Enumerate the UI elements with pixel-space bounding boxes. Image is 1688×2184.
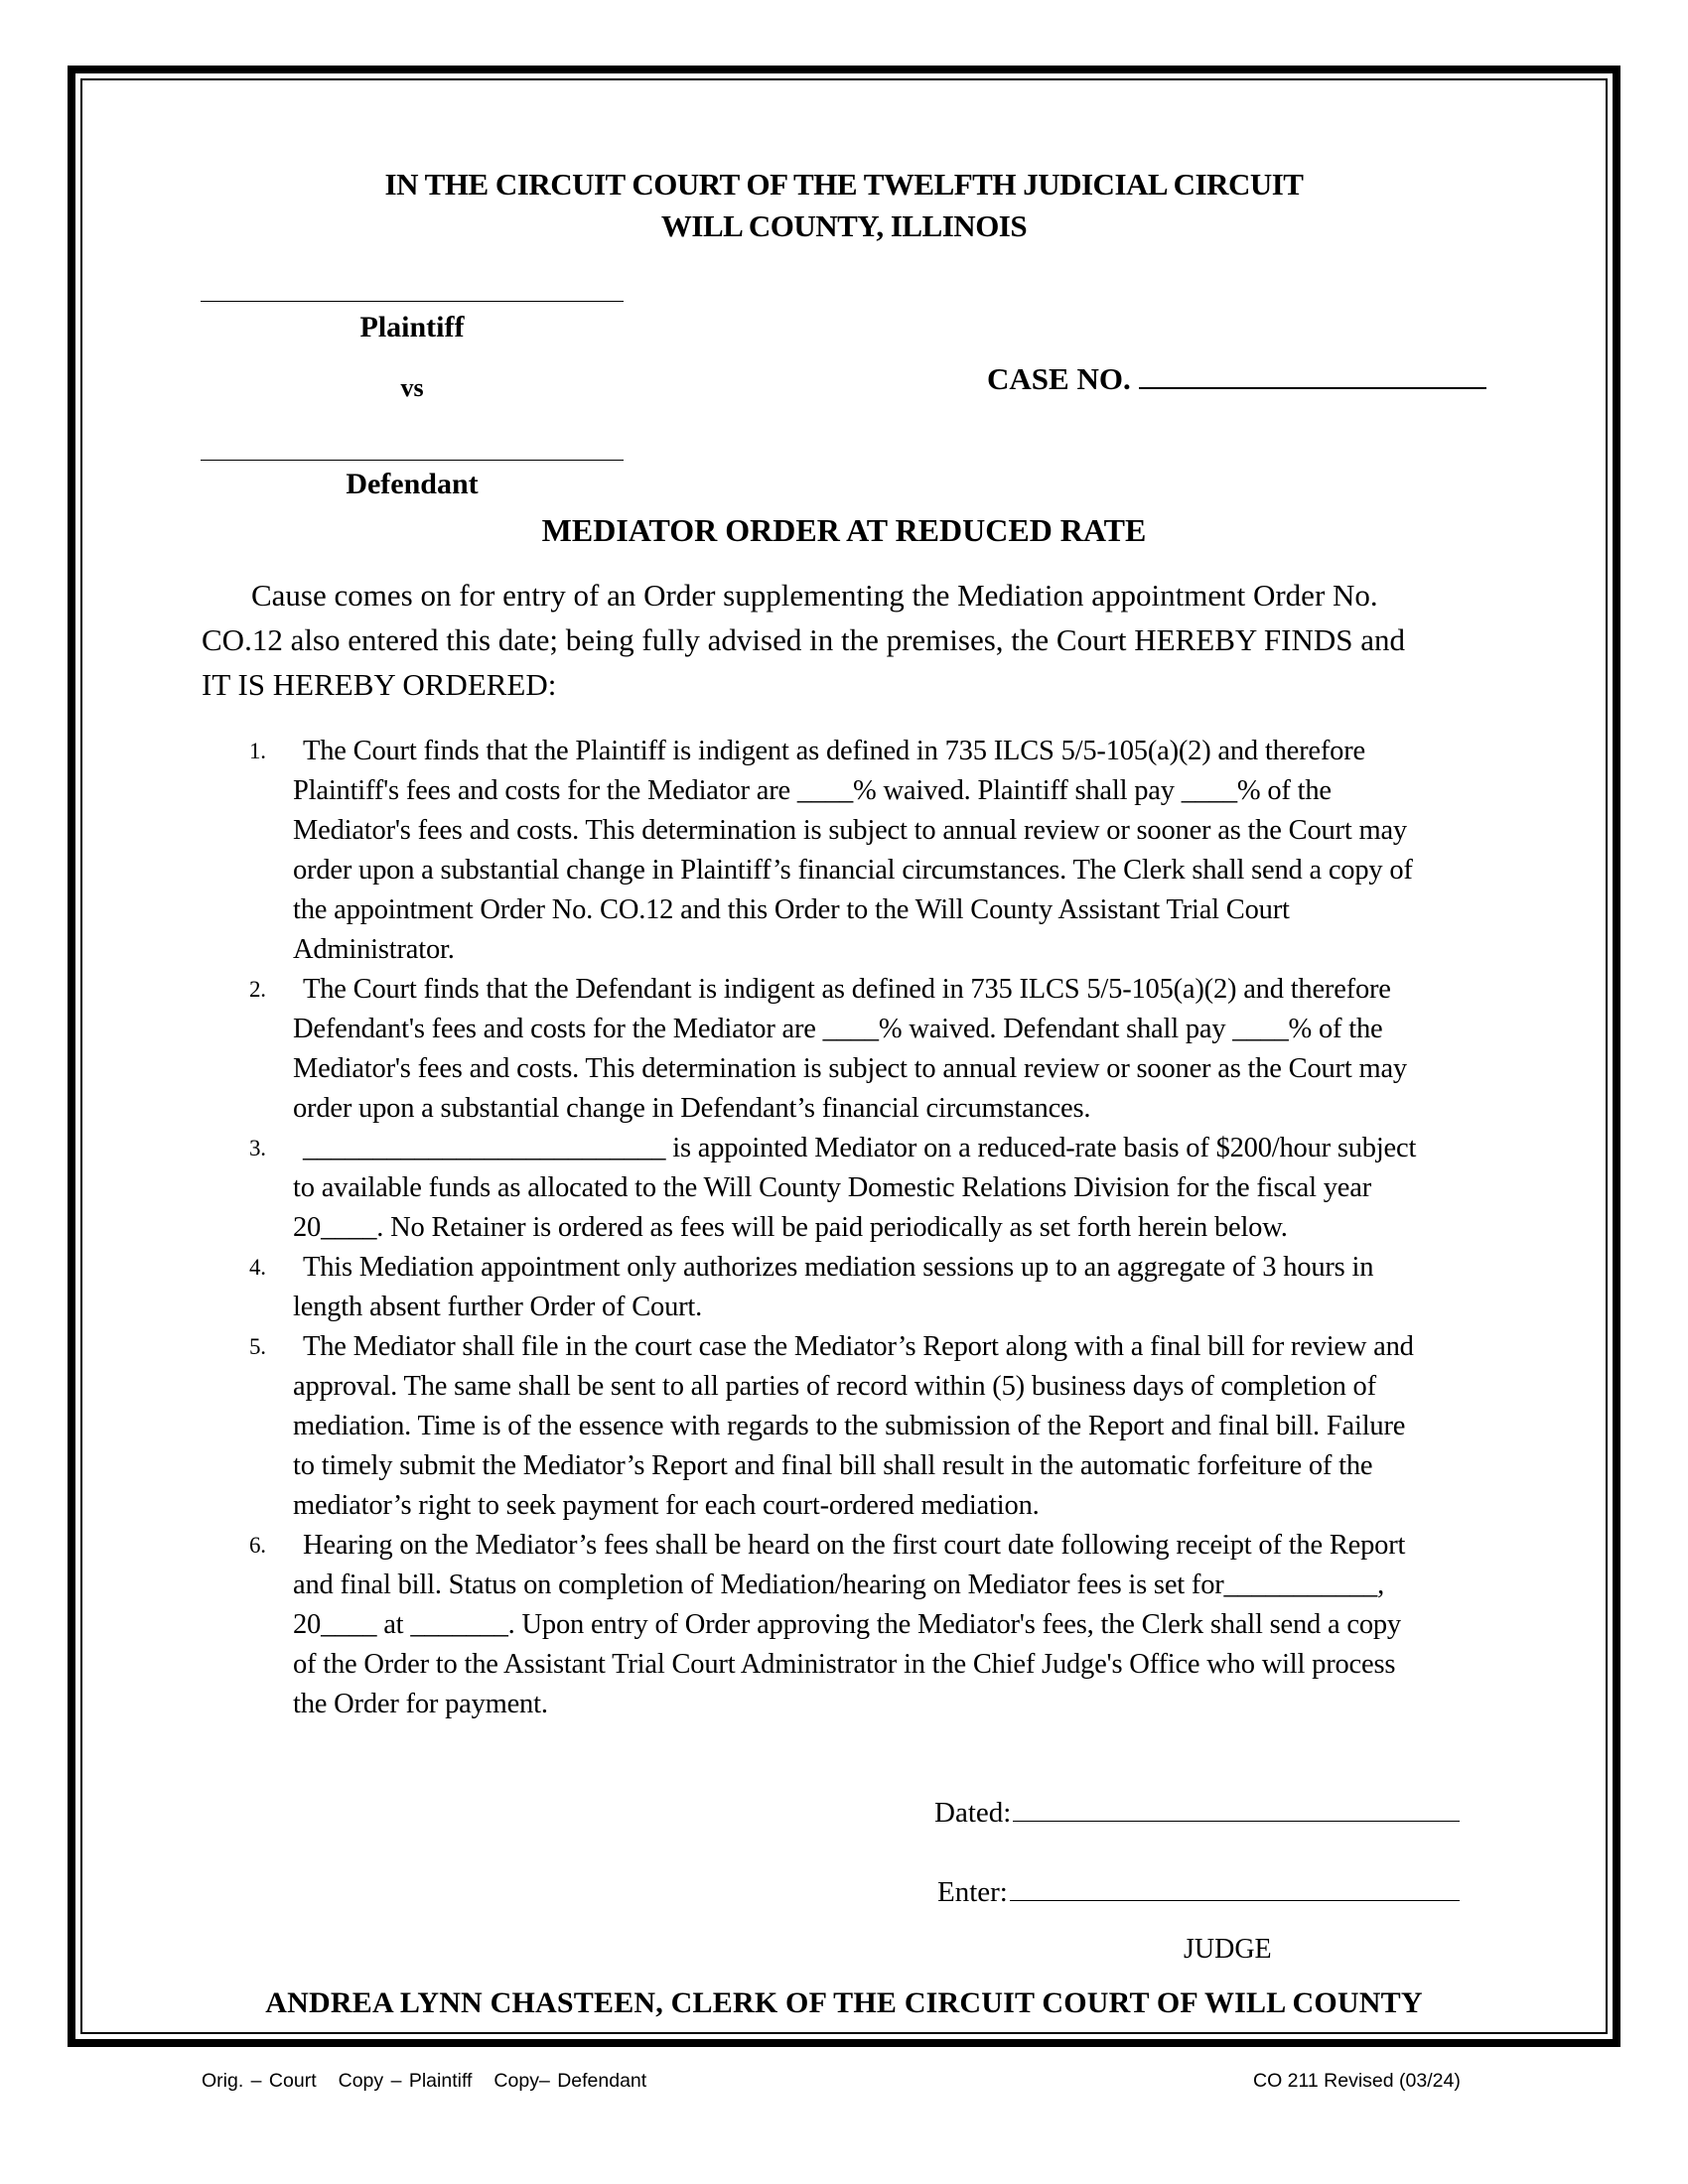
- judge-label: JUDGE: [1184, 1934, 1272, 1965]
- footer-copy-defendant: Copy– Defendant: [493, 2070, 647, 2092]
- intro-line: IT IS HEREBY ORDERED:: [202, 667, 557, 702]
- dated-label: Dated:: [934, 1797, 1012, 1829]
- item-line: The Mediator shall file in the court case the Mediator’s Report along with a final bill for review and: [303, 1331, 1414, 1362]
- item-line: This Mediation appointment only authorizes mediation sessions up to an aggregate of 3 hours in: [303, 1252, 1374, 1283]
- plaintiff-label: Plaintiff: [359, 311, 465, 343]
- item-line: Mediator's fees and costs. This determination is subject to annual review or sooner as the Court may: [293, 815, 1407, 846]
- vs-label: vs: [400, 373, 424, 402]
- footer-copy-plaintiff: Copy – Plaintiff: [338, 2070, 473, 2092]
- form-id: CO 211 Revised (03/24): [1253, 2070, 1461, 2092]
- item-number: 2.: [249, 977, 266, 1002]
- dated-line[interactable]: [1013, 1797, 1460, 1822]
- plaintiff-name-line[interactable]: [201, 301, 624, 302]
- item-line: The Court finds that the Defendant is indigent as defined in 735 ILCS 5/5-105(a)(2) and therefore: [303, 974, 1391, 1005]
- item-number: 1.: [249, 739, 266, 763]
- item-number: 6.: [249, 1533, 266, 1558]
- item-line: order upon a substantial change in Plaintiff’s financial circumstances. The Clerk shall send a copy of: [293, 855, 1413, 886]
- item-line: the appointment Order No. CO.12 and this Order to the Will County Assistant Trial Court: [293, 894, 1290, 925]
- item-line: the Order for payment.: [293, 1689, 548, 1719]
- case-no-blank[interactable]: [1139, 359, 1486, 389]
- order-item: [251, 970, 1527, 1129]
- item-line: Hearing on the Mediator’s fees shall be heard on the first court date following receipt of the Report: [303, 1530, 1406, 1561]
- dated-row: [934, 1797, 1460, 1830]
- enter-row: [937, 1876, 1460, 1909]
- item-line: to timely submit the Mediator’s Report and final bill shall result in the automatic forfeiture of the: [293, 1450, 1373, 1481]
- item-line: Plaintiff's fees and costs for the Mediator are ____% waived. Plaintiff shall pay ____% of the: [293, 775, 1332, 806]
- clerk-line: ANDREA LYNN CHASTEEN, CLERK OF THE CIRCUIT COURT OF WILL COUNTY: [265, 1986, 1423, 2019]
- item-line: __________________________ is appointed Mediator on a reduced-rate basis of $200/hour subject: [303, 1133, 1417, 1163]
- item-line: The Court finds that the Plaintiff is indigent as defined in 735 ILCS 5/5-105(a)(2) and therefore: [303, 736, 1365, 766]
- order-item: [251, 732, 1527, 970]
- intro-line: CO.12 also entered this date; being fully advised in the premises, the Court HEREBY FINDS and: [202, 622, 1405, 657]
- order-item: [251, 1526, 1527, 1724]
- defendant-label: Defendant: [346, 468, 479, 500]
- court-header: [0, 164, 1688, 247]
- item-line: mediation. Time is of the essence with regards to the submission of the Report and final bill. Failure: [293, 1411, 1406, 1441]
- footer-orig: Orig. – Court: [202, 2070, 317, 2092]
- item-number: 4.: [249, 1255, 266, 1280]
- item-line: length absent further Order of Court.: [293, 1292, 703, 1322]
- case-no-label: CASE NO.: [987, 361, 1131, 396]
- order-item: [251, 1248, 1527, 1327]
- item-line: Mediator's fees and costs. This determination is subject to annual review or sooner as the Court may: [293, 1053, 1407, 1084]
- item-line: 20____ at _______. Upon entry of Order approving the Mediator's fees, the Clerk shall send a copy: [293, 1609, 1401, 1640]
- item-line: of the Order to the Assistant Trial Court Administrator in the Chief Judge's Office who will process: [293, 1649, 1396, 1680]
- order-item: [251, 1327, 1527, 1526]
- item-number: 3.: [249, 1136, 266, 1160]
- case-number: [987, 359, 1486, 397]
- item-number: 5.: [249, 1334, 266, 1359]
- judge-signature-line[interactable]: [1010, 1876, 1460, 1901]
- item-line: Administrator.: [293, 934, 455, 965]
- item-line: order upon a substantial change in Defendant’s financial circumstances.: [293, 1093, 1091, 1124]
- item-line: Defendant's fees and costs for the Mediator are ____% waived. Defendant shall pay ____% of the: [293, 1014, 1383, 1044]
- intro-line: Cause comes on for entry of an Order supplementing the Mediation appointment Order No.: [251, 578, 1378, 613]
- order-items: [251, 732, 1527, 1724]
- court-header-line1: IN THE CIRCUIT COURT OF THE TWELFTH JUDICIAL CIRCUIT: [384, 167, 1304, 202]
- defendant-name-line[interactable]: [201, 460, 624, 461]
- intro-paragraph: [202, 573, 1532, 707]
- court-header-line2: WILL COUNTY, ILLINOIS: [660, 208, 1028, 243]
- item-line: to available funds as allocated to the Will County Domestic Relations Division for the fiscal year: [293, 1172, 1371, 1203]
- order-item: [251, 1129, 1527, 1248]
- distribution-footer: [202, 2070, 668, 2093]
- enter-label: Enter:: [937, 1876, 1008, 1908]
- item-line: approval. The same shall be sent to all parties of record within (5) business days of completion of: [293, 1371, 1376, 1402]
- item-line: and final bill. Status on completion of Mediation/hearing on Mediator fees is set for___________,: [293, 1570, 1385, 1600]
- document-title: MEDIATOR ORDER AT REDUCED RATE: [541, 512, 1147, 548]
- item-line: mediator’s right to seek payment for each court-ordered mediation.: [293, 1490, 1040, 1521]
- item-line: 20____. No Retainer is ordered as fees will be paid periodically as set forth herein below.: [293, 1212, 1288, 1243]
